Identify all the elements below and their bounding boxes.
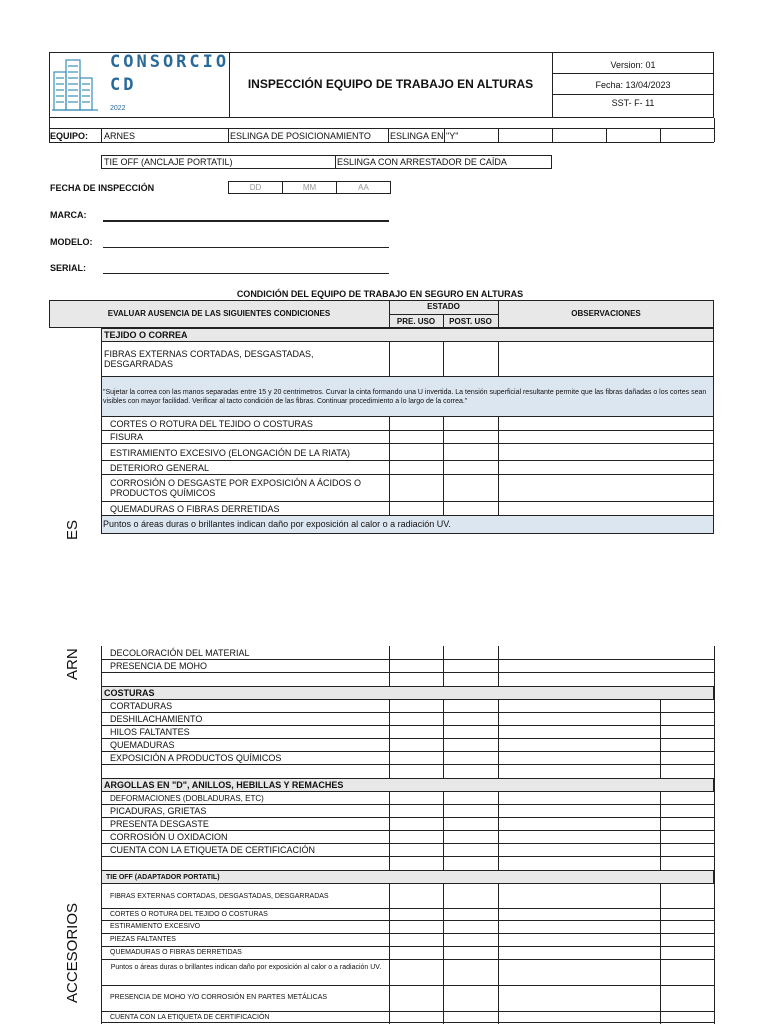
row-estiramiento: ESTIRAMIENTO EXCESIVO (ELONGACIÓN DE LA RIATA): [110, 448, 351, 458]
equipo-label: EQUIPO:: [50, 131, 89, 141]
row-t-puntos: Puntos o áreas duras o brillantes indican daño por exposición al calor o a radiación UV.: [110, 964, 382, 971]
row-desgaste: PRESENTA DESGASTE: [110, 819, 209, 829]
date-label: Fecha: 13/04/2023: [595, 80, 671, 90]
side-label-accesorios: ACCESORIOS: [64, 902, 81, 1003]
row-fibras: FIBRAS EXTERNAS CORTADAS, DESGASTADAS, DESGARRADAS: [104, 349, 314, 369]
sec-tejido: TEJIDO O CORREA: [104, 330, 188, 340]
row-deshilachamiento: DESHILACHAMIENTO: [110, 714, 203, 724]
sec-argollas: ARGOLLAS EN "D", ANILLOS, HEBILLAS Y REMACHES: [104, 780, 344, 790]
row-t-piezas: PIEZAS FALTANTES: [110, 936, 176, 943]
row-quemaduras-costuras: QUEMADURAS: [110, 740, 175, 750]
sec-tieoff: TIE OFF (ADAPTADOR PORTATIL): [106, 874, 220, 881]
page-title: INSPECCIÓN EQUIPO DE TRABAJO EN ALTURAS: [247, 77, 534, 91]
marca-label: MARCA:: [50, 210, 87, 220]
logo-name-2: CD: [110, 75, 137, 95]
row-etiqueta: CUENTA CON LA ETIQUETA DE CERTIFICACIÓN: [110, 845, 316, 855]
row-decoloracion: DECOLORACIÓN DEL MATERIAL: [110, 648, 250, 658]
row-deformaciones: DEFORMACIONES (DOBLADURAS, ETC): [110, 794, 264, 803]
row-t-estiramiento: ESTIRAMIENTO EXCESIVO: [110, 923, 201, 930]
date-aa-field[interactable]: AA: [336, 181, 391, 194]
col-pre: PRE. USO: [396, 317, 436, 326]
row-deterioro: DETERIORO GENERAL: [110, 463, 210, 473]
side-label-es: ES: [64, 519, 81, 540]
row-corrosion: CORROSIÓN O DESGASTE POR EXPOSICIÓN A ÁCIDOS O PRODUCTOS QUÍMICOS: [110, 478, 362, 498]
equipo-option-arnes[interactable]: ARNES: [104, 131, 136, 141]
row-fisura: FISURA: [110, 432, 144, 442]
equipo-option-eslinga-y[interactable]: ESLINGA EN "Y": [390, 131, 459, 141]
fecha-label: FECHA DE INSPECCIÓN: [50, 183, 155, 193]
col-post: POST. USO: [449, 317, 492, 326]
modelo-label: MODELO:: [50, 237, 93, 247]
serial-field[interactable]: [103, 273, 389, 274]
row-cortes: CORTES O ROTURA DEL TEJIDO O COSTURAS: [110, 419, 313, 429]
date-dd-field[interactable]: DD: [228, 181, 283, 194]
equipo-option-eslinga-posicionamiento[interactable]: ESLINGA DE POSICIONAMIENTO: [230, 131, 371, 141]
row-t-fibras: FIBRAS EXTERNAS CORTADAS, DESGASTADAS, DESGARRADAS: [110, 893, 329, 900]
date-mm-field[interactable]: MM: [282, 181, 337, 194]
row-moho: PRESENCIA DE MOHO: [110, 661, 208, 671]
col-estado: ESTADO: [427, 302, 460, 311]
row-t-quemaduras: QUEMADURAS O FIBRAS DERRETIDAS: [110, 949, 242, 956]
condition-title: CONDICIÓN DEL EQUIPO DE TRABAJO EN SEGURO EN ALTURAS: [236, 289, 524, 299]
side-label-arn: ARN: [64, 648, 81, 680]
serial-label: SERIAL:: [50, 263, 86, 273]
row-t-cortes: CORTES O ROTURA DEL TEJIDO O COSTURAS: [110, 911, 268, 918]
row-exposicion: EXPOSICIÓN A PRODUCTOS QUÍMICOS: [110, 753, 282, 763]
equipo-option-tie-off[interactable]: TIE OFF (ANCLAJE PORTATIL): [104, 157, 233, 167]
col-obs: OBSERVACIONES: [571, 309, 641, 318]
equipo-option-eslinga-arrestador[interactable]: ESLINGA CON ARRESTADOR DE CAÍDA: [337, 157, 507, 167]
col-eval: EVALUAR AUSENCIA DE LAS SIGUIENTES CONDICIONES: [107, 309, 331, 318]
row-quemaduras: QUEMADURAS O FIBRAS DERRETIDAS: [110, 504, 280, 514]
logo-year: 2022: [110, 105, 126, 112]
note-puntos: Puntos o áreas duras o brillantes indican daño por exposición al calor o a radiación UV.: [103, 519, 451, 529]
marca-field[interactable]: [103, 220, 389, 222]
row-picaduras: PICADURAS, GRIETAS: [110, 806, 207, 816]
row-t-moho: PRESENCIA DE MOHO Y/O CORROSIÓN EN PARTES METÁLICAS: [110, 994, 328, 1001]
logo-name: CONSORCIO: [110, 52, 230, 72]
row-corrosion-oxidacion: CORROSIÓN U OXIDACION: [110, 832, 228, 842]
version-label: Version: 01: [610, 60, 656, 70]
building-logo-icon: [52, 56, 100, 114]
sec-costuras: COSTURAS: [104, 688, 155, 698]
row-t-etiqueta: CUENTA CON LA ETIQUETA DE CERTIFICACIÓN: [110, 1014, 270, 1021]
row-cortaduras: CORTADURAS: [110, 701, 173, 711]
modelo-field[interactable]: [103, 247, 389, 248]
code-label: SST- F- 11: [611, 98, 655, 108]
row-hilos: HILOS FALTANTES: [110, 727, 190, 737]
note-sujetar: "Sujetar la correa con las manos separadas entre 15 y 20 centrimetros. Curvar la cinta formando una U invertida. La tensión superficial resultante permite que las fibras dañadas o los cortes sean visibles con mayor facilidad. Verificar al tacto condición de las fibras. Continuar procedimiento a lo largo de la correa.": [103, 389, 707, 405]
